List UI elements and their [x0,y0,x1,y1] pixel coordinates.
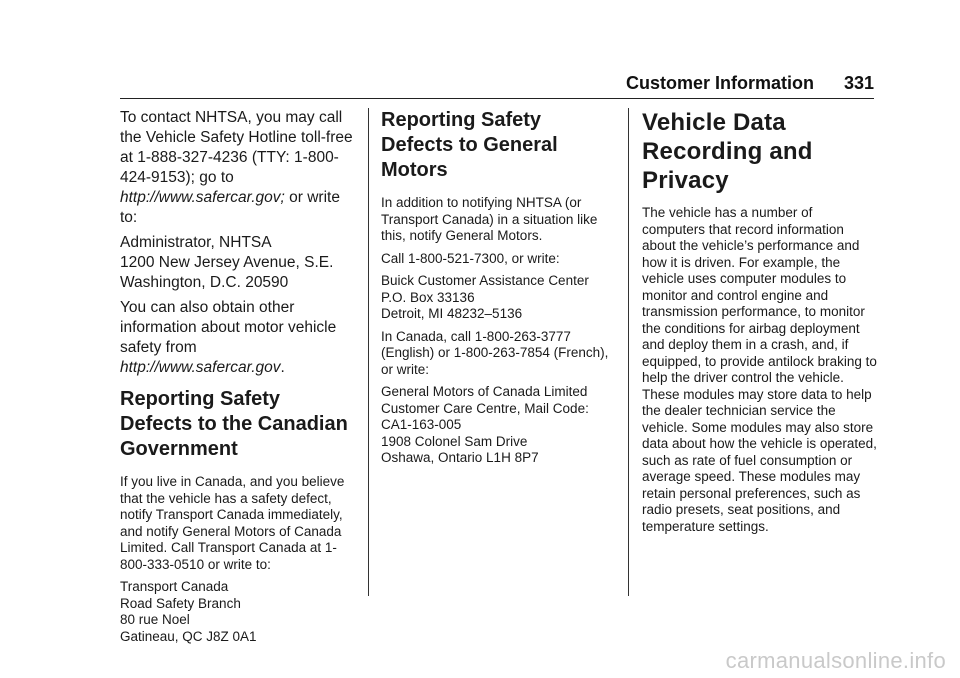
column-3 [642,108,878,541]
address-line: Transport Canada [120,579,229,594]
nhtsa-address [120,233,356,293]
address-line: Oshawa, Ontario L1H 8P7 [381,450,539,465]
gm-canada-address [381,384,617,467]
paragraph-text: . [280,359,285,376]
transport-canada-address [120,579,356,645]
section-heading: Vehicle Data Recording and Privacy [642,109,813,194]
address-line: Gatineau, QC J8Z 0A1 [120,628,257,644]
address-line: Customer Care Centre, Mail Code: CA1-163-005 [381,400,589,432]
paragraph: In addition to notifying NHTSA (or Transport Canada) in a situation like this, notify General Motors. [381,195,598,243]
address-line: General Motors of Canada Limited [381,384,588,399]
privacy-paragraph: The vehicle has a number of computers that record information about the vehicle’s performance and how it is driven. For example, the vehicle uses computer modules to monitor and control engine and transmission performance, to monitor the conditions for airbag deployment and deploy them in a crash, and, if equipped, to provide antilock braking to help the driver control the vehicle. These modules may store data to help the dealer technician service the vehicle. Some modules may also store data about how the vehicle is operated, such as rate of fuel consumption or average speed. These modules may retain personal preferences, such as radio presets, seat positions, and temperature settings. [642,205,877,534]
address-line: 80 rue Noel [120,612,190,627]
safercar-link[interactable]: http://www.safercar.gov [120,359,281,376]
paragraph: In Canada, call 1-800-263-3777 (English) or 1-800-263-7854 (French), or write: [381,328,609,377]
column-divider [368,108,369,596]
buick-address [381,273,617,323]
section-heading: Reporting Safety Defects to the Canadian Government [120,388,348,460]
nhtsa-contact-paragraph [120,108,356,228]
paragraph: Call 1-800-521-7300, or write: [381,250,560,266]
section-heading: Reporting Safety Defects to General Motors [381,109,558,181]
page-header [120,68,874,99]
canada-paragraph: If you live in Canada, and you believe that the vehicle has a safety defect, notify Transport Canada immediately, and notify General Motors of Canada Limited. Call Transport Canada at 1-800-333-0510 or write to: [120,474,345,572]
page-number: 331 [843,73,874,93]
address-line: Washington, D.C. 20590 [120,274,289,291]
address-line: Detroit, MI 48232–5136 [381,306,523,321]
address-line: P.O. Box 33136 [381,289,475,305]
column-divider [628,108,629,596]
watermark: carmanualsonline.info [725,648,946,673]
column-1 [120,108,356,651]
paragraph-text: You can also obtain other information about motor vehicle safety from [120,299,337,356]
paragraph-text: or write to: [120,189,340,226]
address-line: Road Safety Branch [120,595,241,611]
paragraph-text: To contact NHTSA, you may call the Vehicle Safety Hotline toll-free at 1-888-327-4236 (TTY: 1-800-424-9153); go to [120,109,353,186]
address-line: Administrator, NHTSA [120,234,272,251]
address-line: 1908 Colonel Sam Drive [381,433,528,449]
address-line: Buick Customer Assistance Center [381,273,589,288]
address-line: 1200 New Jersey Avenue, S.E. [120,254,334,271]
section-title: Customer Information [625,73,814,93]
safety-info-paragraph [120,298,356,378]
safercar-link[interactable]: http://www.safercar.gov; [120,189,285,206]
column-2 [381,108,617,473]
